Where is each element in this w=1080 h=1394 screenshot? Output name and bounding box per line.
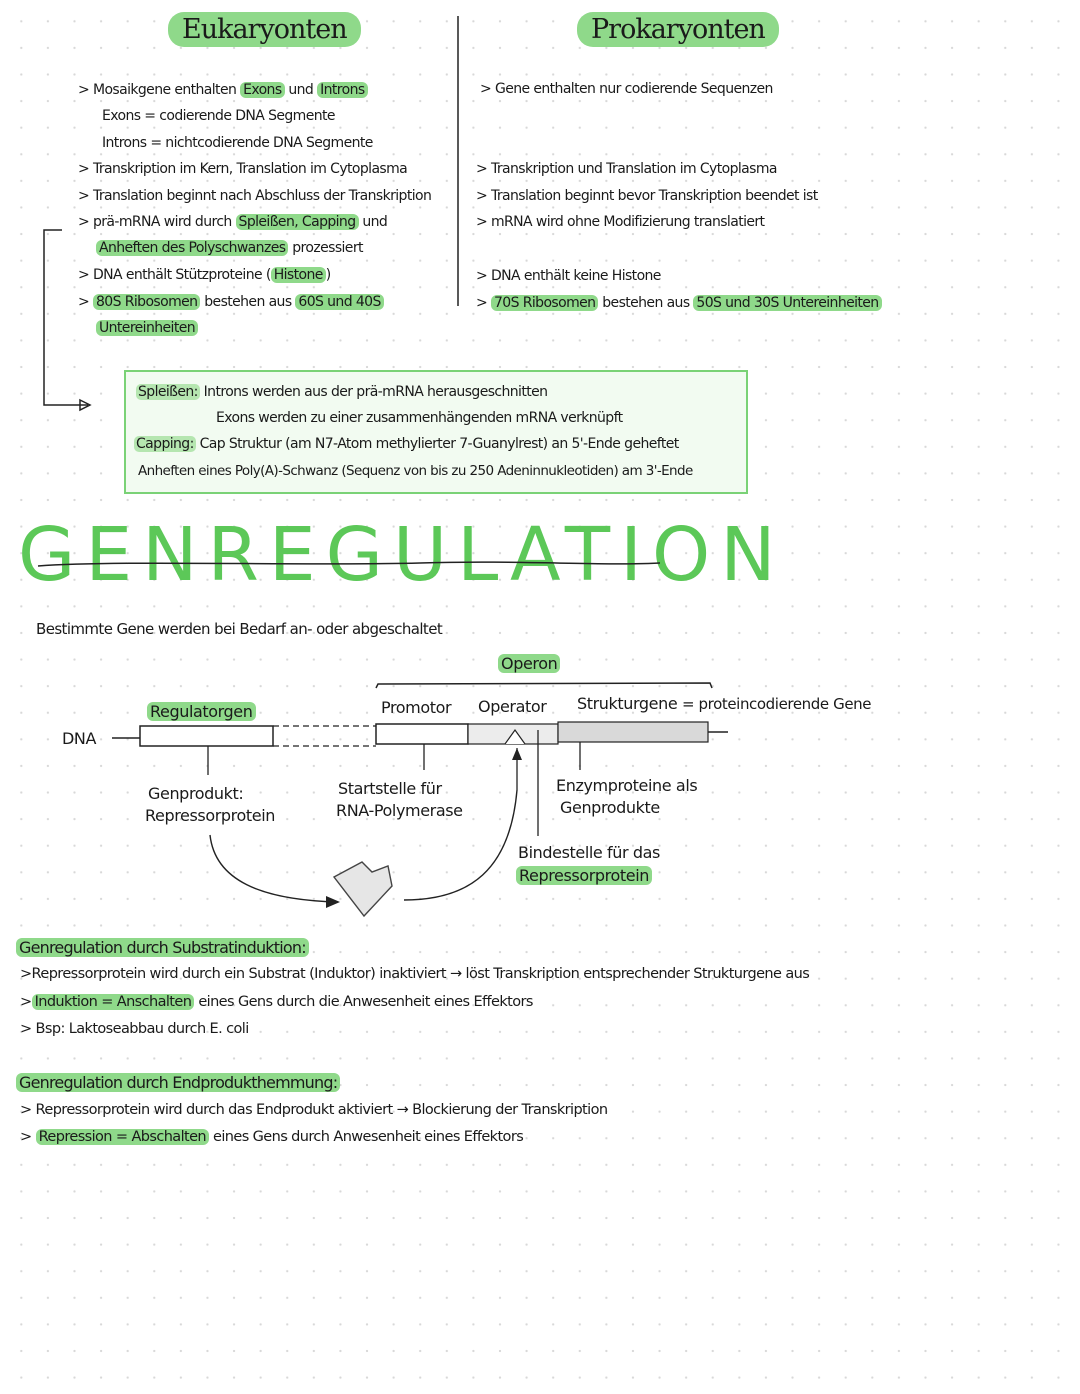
prok-line-1: > Gene enthalten nur codierende Sequenzen [480, 81, 773, 97]
strukturgene-label: Strukturgene = proteincodierende Gene [577, 694, 872, 713]
endprodukt-line-2: > Repression = Abschalten eines Gens durch Anwesenheit eines Effektors [20, 1129, 524, 1145]
enzym-label-1: Enzymproteine als [556, 776, 698, 795]
endprodukt-line-1: > Repressorprotein wird durch das Endprodukt aktiviert → Blockierung der Transkription [20, 1102, 608, 1118]
euk-line-4: > Transkription im Kern, Translation im Cytoplasma [78, 161, 408, 177]
substrat-line-3: > Bsp: Laktoseabbau durch E. coli [20, 1021, 249, 1037]
endprodukt-title: Genregulation durch Endprodukthemmung: [16, 1073, 340, 1092]
prok-line-2: > Transkription und Translation im Cytoplasma [476, 161, 777, 177]
substrat-line-2: > Induktion = Anschalten eines Gens durch die Anwesenheit eines Effektors [20, 994, 533, 1010]
euk-line-1: > Mosaikgene enthalten Exons und Introns [78, 82, 368, 98]
prokaryoten-title: Prokaryonten [577, 12, 779, 47]
startstelle-label-1: Startstelle für [338, 779, 442, 798]
operator-label: Operator [478, 697, 547, 716]
genregulation-heading: GENREGULATION [18, 512, 786, 598]
genregulation-intro: Bestimmte Gene werden bei Bedarf an- oder abgeschaltet [36, 620, 443, 638]
prok-line-4: > mRNA wird ohne Modifizierung translatiert [476, 214, 765, 230]
euk-line-7: Anheften des Polyschwanzes prozessiert [96, 240, 363, 256]
box-row-4: Anheften eines Poly(A)-Schwanz (Sequenz von bis zu 250 Adeninnukleotiden) am 3'-Ende [138, 463, 693, 479]
dna-label: DNA [62, 729, 97, 748]
euk-line-8: > DNA enthält Stützproteine ( Histone ) [78, 267, 331, 283]
box-row-2: Exons werden zu einer zusammenhängenden mRNA verknüpft [216, 410, 623, 426]
bindestelle-label-2: Repressorprotein [516, 866, 652, 885]
euk-line-10: Untereinheiten [96, 320, 198, 336]
genprodukt-label-2: Repressorprotein [145, 806, 275, 825]
euk-line-9: > 80S Ribosomen bestehen aus 60S und 40S [78, 294, 384, 310]
euk-line-5: > Translation beginnt nach Abschluss der Transkription [78, 188, 432, 204]
box-row-3: Capping: Cap Struktur (am N7-Atom methylierter 7-Guanylrest) an 5'-Ende geheftet [136, 436, 679, 452]
prok-line-6: > 70S Ribosomen bestehen aus 50S und 30S Untereinheiten [476, 295, 882, 311]
euk-line-6: > prä-mRNA wird durch Spleißen, Capping und [78, 214, 388, 230]
eukaryoten-title: Eukaryonten [168, 12, 361, 47]
prok-line-3: > Translation beginnt bevor Transkription beendet ist [476, 188, 818, 204]
prok-line-5: > DNA enthält keine Histone [476, 268, 661, 284]
operon-label: Operon [498, 654, 560, 673]
euk-line-2: Exons = codierende DNA Segmente [102, 108, 335, 124]
box-row-1: Spleißen: Introns werden aus der prä-mRNA herausgeschnitten [138, 384, 548, 400]
startstelle-label-2: RNA-Polymerase [336, 801, 463, 820]
substrat-title: Genregulation durch Substratinduktion: [16, 938, 309, 957]
genprodukt-label-1: Genprodukt: [148, 784, 244, 803]
substrat-line-1: >Repressorprotein wird durch ein Substrat (Induktor) inaktiviert → löst Transkription entsprechender Strukturgene aus [20, 966, 810, 982]
euk-line-3: Introns = nichtcodierende DNA Segmente [102, 135, 373, 151]
enzym-label-2: Genprodukte [560, 798, 660, 817]
regulatorgen-label: Regulatorgen [147, 702, 256, 721]
bindestelle-label-1: Bindestelle für das [518, 843, 660, 862]
promotor-label: Promotor [381, 698, 452, 717]
